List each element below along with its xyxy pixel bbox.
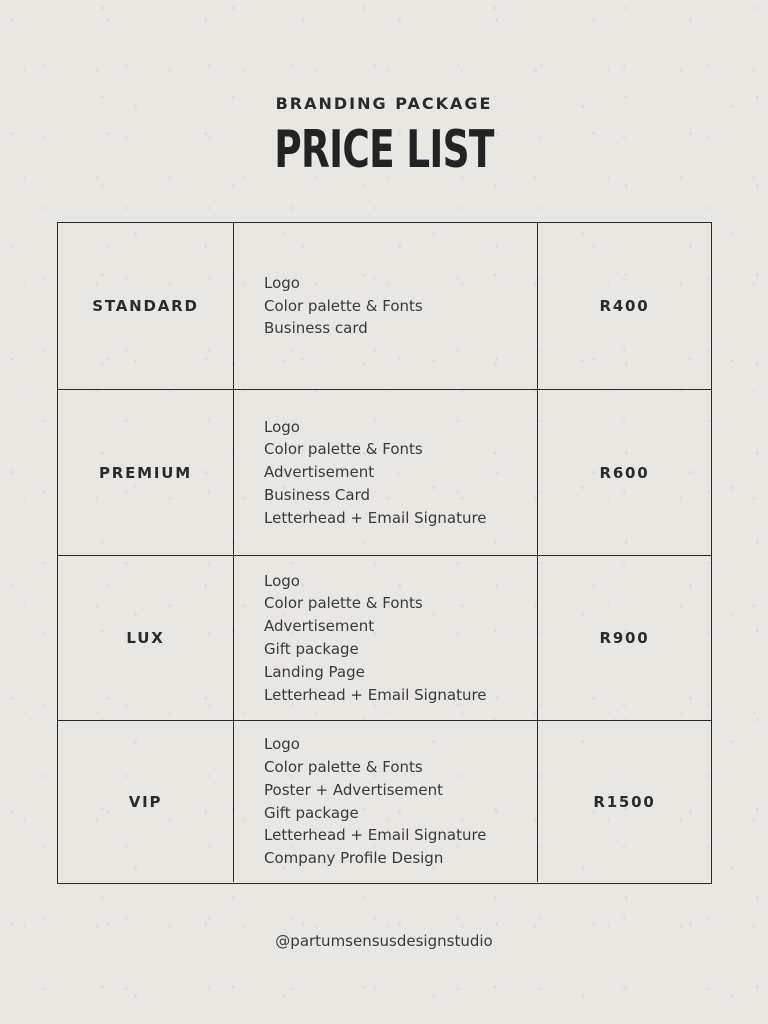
social-handle: @partumsensusdesignstudio — [275, 932, 493, 950]
feature-item: Landing Page — [264, 662, 365, 681]
package-name: STANDARD — [92, 297, 199, 315]
package-price-cell — [538, 556, 711, 720]
feature-item: Letterhead + Email Signature — [264, 826, 487, 845]
package-name-cell — [58, 721, 234, 882]
feature-item: Logo — [264, 273, 300, 292]
package-row-lux — [58, 555, 711, 720]
feature-item: Advertisement — [264, 617, 375, 636]
feature-list — [264, 733, 487, 870]
price-table — [57, 222, 712, 884]
package-name: PREMIUM — [98, 463, 192, 482]
feature-item: Color palette & Fonts — [264, 594, 423, 613]
feature-item: Gift package — [264, 803, 359, 822]
package-features-cell — [234, 721, 538, 882]
feature-item: Company Profile Design — [264, 849, 444, 868]
feature-item: Advertisement — [264, 463, 375, 482]
feature-item: Letterhead + Email Signature — [264, 508, 487, 527]
page-title: PRICE LIST — [274, 120, 494, 180]
package-price-cell — [538, 223, 711, 389]
package-name-cell — [58, 223, 234, 389]
feature-item: Business card — [264, 319, 368, 338]
package-row-vip — [58, 720, 711, 882]
package-price-cell — [538, 721, 711, 882]
feature-item: Logo — [264, 571, 300, 590]
header-kicker: BRANDING PACKAGE — [275, 94, 493, 113]
feature-item: Gift package — [264, 640, 359, 658]
feature-item: Letterhead + Email Signature — [264, 685, 487, 704]
package-price: R900 — [599, 629, 650, 647]
package-row-premium — [58, 389, 711, 555]
feature-list — [264, 416, 487, 530]
package-features-cell — [234, 223, 538, 389]
feature-list — [264, 570, 487, 707]
package-name: LUX — [126, 629, 165, 647]
package-price: R400 — [599, 297, 650, 315]
feature-item: Logo — [264, 735, 300, 754]
feature-item: Logo — [264, 417, 300, 436]
feature-list — [264, 272, 423, 340]
package-name-cell — [58, 556, 234, 720]
package-name: VIP — [128, 792, 163, 811]
feature-item: Poster + Advertisement — [264, 780, 443, 799]
package-price: R1500 — [593, 792, 656, 811]
package-price: R600 — [599, 463, 650, 482]
package-name-cell — [58, 390, 234, 555]
package-features-cell — [234, 556, 538, 720]
package-features-cell — [234, 390, 538, 555]
feature-item: Color palette & Fonts — [264, 757, 423, 776]
feature-item: Color palette & Fonts — [264, 440, 423, 459]
package-row-standard — [58, 223, 711, 389]
package-price-cell — [538, 390, 711, 555]
feature-item: Color palette & Fonts — [264, 296, 423, 315]
feature-item: Business Card — [264, 485, 371, 504]
